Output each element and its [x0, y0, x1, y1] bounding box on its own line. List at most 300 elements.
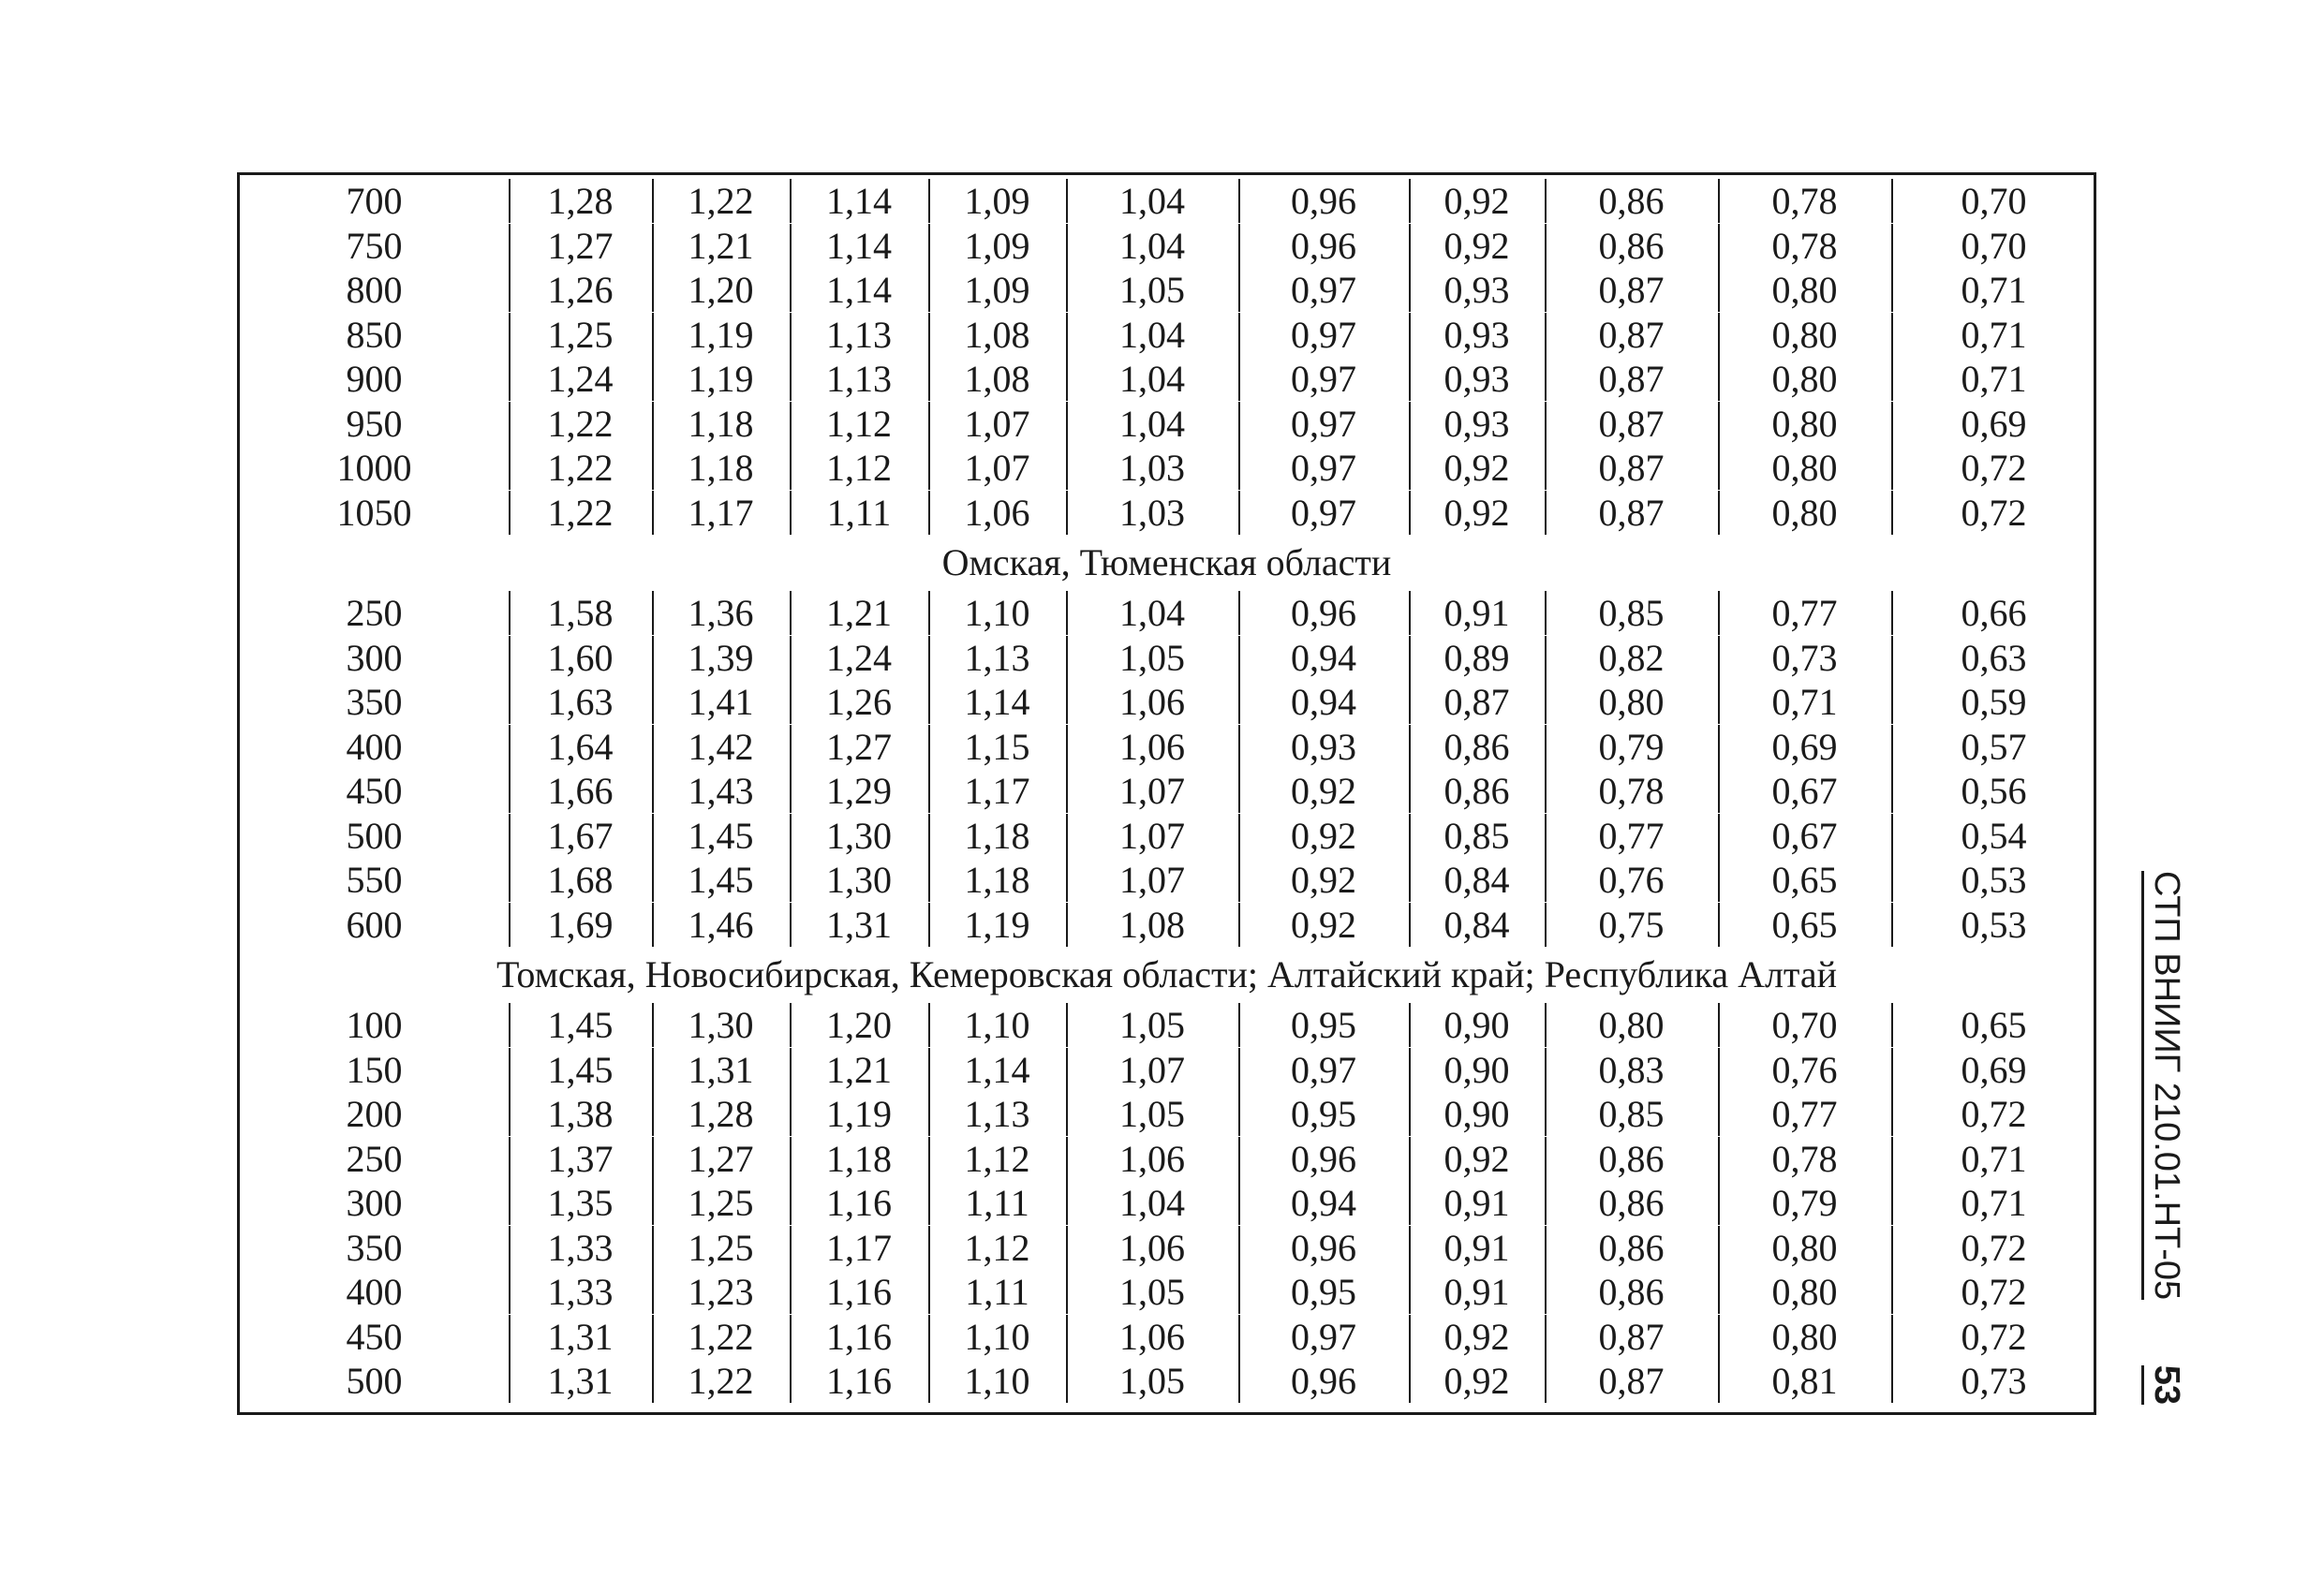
table-cell: 0,86	[1545, 1137, 1718, 1181]
table-cell: 0,80	[1718, 357, 1891, 401]
table-cell: 0,87	[1545, 313, 1718, 357]
table-cell: 1,14	[790, 179, 928, 223]
table-cell: 0,72	[1891, 491, 2096, 535]
table-cell: 1,12	[790, 402, 928, 446]
table-cell: 1,04	[1066, 402, 1238, 446]
table-cell: 0,92	[1238, 814, 1409, 858]
row-header-cell: 500	[346, 1360, 403, 1402]
table-cell: 1,07	[1066, 814, 1238, 858]
table-row	[240, 858, 2094, 902]
table-cell: 1,07	[928, 446, 1066, 490]
table-row	[240, 357, 2094, 401]
data-table	[237, 172, 2096, 1415]
table-cell: 1,26	[509, 268, 652, 312]
table-cell: 1,28	[509, 179, 652, 223]
table-row	[240, 179, 2094, 223]
table-cell: 1,46	[652, 903, 790, 947]
row-header-cell: 1000	[336, 447, 412, 489]
table-cell: 0,76	[1718, 1048, 1891, 1092]
table-cell: 0,77	[1545, 814, 1718, 858]
table-cell: 0,95	[1238, 1092, 1409, 1136]
table-row	[240, 1181, 2094, 1225]
table-cell: 1,11	[928, 1181, 1066, 1225]
table-cell: 1,04	[1066, 179, 1238, 223]
row-header-cell: 550	[346, 859, 403, 901]
table-cell: 1,12	[790, 446, 928, 490]
section-title: Омская, Тюменская области	[941, 541, 1392, 583]
table-cell: 0,65	[1718, 858, 1891, 902]
table-cell: 0,73	[1718, 636, 1891, 680]
table-cell: 0,80	[1718, 402, 1891, 446]
table-cell: 0,94	[1238, 680, 1409, 724]
table-cell: 1,22	[509, 402, 652, 446]
table-cell: 0,97	[1238, 313, 1409, 357]
table-row	[240, 680, 2094, 724]
table-cell: 0,77	[1718, 1092, 1891, 1136]
table-cell: 0,93	[1409, 268, 1545, 312]
row-header-cell: 250	[346, 592, 403, 634]
table-cell: 0,95	[1238, 1270, 1409, 1314]
table-cell: 1,11	[790, 491, 928, 535]
table-cell: 1,04	[1066, 224, 1238, 268]
row-header-cell: 100	[346, 1004, 403, 1046]
row-header-cell: 850	[346, 313, 403, 356]
table-cell: 1,09	[928, 224, 1066, 268]
table-cell: 1,36	[652, 591, 790, 635]
table-cell: 1,45	[652, 858, 790, 902]
table-cell: 0,72	[1891, 1092, 2096, 1136]
table-cell: 0,71	[1891, 268, 2096, 312]
table-cell: 0,87	[1409, 680, 1545, 724]
table-cell: 0,84	[1409, 903, 1545, 947]
document-code: СТП ВНИИГ 210.01.НТ-05	[2141, 871, 2187, 1300]
table-cell: 0,96	[1238, 591, 1409, 635]
table-cell: 1,13	[790, 357, 928, 401]
table-cell: 0,86	[1409, 725, 1545, 769]
table-cell: 1,20	[790, 1003, 928, 1047]
table-cell: 1,05	[1066, 268, 1238, 312]
row-header-cell: 700	[346, 180, 403, 222]
table-cell: 0,94	[1238, 1181, 1409, 1225]
table-cell: 0,86	[1409, 769, 1545, 813]
row-header-cell: 1050	[336, 491, 412, 534]
table-cell: 0,71	[1891, 1137, 2096, 1181]
table-cell: 1,12	[928, 1137, 1066, 1181]
table-cell: 0,56	[1891, 769, 2096, 813]
table-cell: 1,13	[790, 313, 928, 357]
table-cell: 1,09	[928, 268, 1066, 312]
table-cell: 1,07	[1066, 858, 1238, 902]
table-row	[240, 1315, 2094, 1359]
table-cell: 0,91	[1409, 1226, 1545, 1270]
table-cell: 1,68	[509, 858, 652, 902]
row-header-cell: 450	[346, 770, 403, 812]
table-cell: 1,14	[928, 680, 1066, 724]
table-row	[240, 313, 2094, 357]
table-row	[240, 1359, 2094, 1403]
table-cell: 1,10	[928, 1359, 1066, 1403]
table-row	[240, 725, 2094, 769]
table-cell: 0,86	[1545, 224, 1718, 268]
table-cell: 0,79	[1718, 1181, 1891, 1225]
table-cell: 0,97	[1238, 1315, 1409, 1359]
table-cell: 0,93	[1409, 313, 1545, 357]
table-cell: 0,80	[1718, 446, 1891, 490]
table-cell: 0,96	[1238, 1137, 1409, 1181]
table-cell: 0,72	[1891, 1315, 2096, 1359]
table-cell: 1,30	[652, 1003, 790, 1047]
table-cell: 1,10	[928, 1315, 1066, 1359]
table-row	[240, 636, 2094, 680]
table-cell: 0,86	[1545, 179, 1718, 223]
table-cell: 1,28	[652, 1092, 790, 1136]
table-row	[240, 814, 2094, 858]
table-cell: 1,27	[790, 725, 928, 769]
table-cell: 1,26	[790, 680, 928, 724]
table-cell: 1,10	[928, 591, 1066, 635]
table-cell: 0,97	[1238, 446, 1409, 490]
table-cell: 0,87	[1545, 491, 1718, 535]
table-cell: 1,18	[790, 1137, 928, 1181]
table-cell: 0,83	[1545, 1048, 1718, 1092]
table-cell: 0,91	[1409, 1270, 1545, 1314]
row-header-cell: 300	[346, 636, 403, 679]
table-cell: 1,07	[1066, 1048, 1238, 1092]
table-cell: 0,69	[1718, 725, 1891, 769]
table-cell: 1,05	[1066, 1270, 1238, 1314]
table-cell: 1,04	[1066, 1181, 1238, 1225]
table-cell: 0,86	[1545, 1270, 1718, 1314]
table-cell: 1,69	[509, 903, 652, 947]
table-cell: 1,43	[652, 769, 790, 813]
table-cell: 1,09	[928, 179, 1066, 223]
table-cell: 1,45	[509, 1048, 652, 1092]
table-row	[240, 402, 2094, 446]
table-cell: 1,29	[790, 769, 928, 813]
table-row	[240, 446, 2094, 490]
table-cell: 0,97	[1238, 357, 1409, 401]
table-cell: 0,92	[1409, 1359, 1545, 1403]
table-cell: 0,86	[1545, 1226, 1718, 1270]
table-cell: 0,80	[1718, 1226, 1891, 1270]
table-row	[240, 1092, 2094, 1136]
table-cell: 0,80	[1718, 268, 1891, 312]
table-cell: 0,67	[1718, 814, 1891, 858]
row-header-cell: 400	[346, 725, 403, 768]
table-cell: 1,31	[790, 903, 928, 947]
table-cell: 0,70	[1891, 224, 2096, 268]
table-cell: 1,05	[1066, 1359, 1238, 1403]
table-cell: 0,82	[1545, 636, 1718, 680]
table-cell: 0,96	[1238, 224, 1409, 268]
table-cell: 0,84	[1409, 858, 1545, 902]
table-cell: 1,45	[652, 814, 790, 858]
row-header-cell: 150	[346, 1048, 403, 1091]
table-cell: 0,91	[1409, 1181, 1545, 1225]
table-cell: 0,92	[1238, 903, 1409, 947]
table-cell: 1,39	[652, 636, 790, 680]
table-cell: 0,87	[1545, 446, 1718, 490]
table-cell: 0,80	[1718, 491, 1891, 535]
table-cell: 1,16	[790, 1270, 928, 1314]
table-cell: 1,22	[652, 179, 790, 223]
table-cell: 0,85	[1545, 1092, 1718, 1136]
table-cell: 0,87	[1545, 268, 1718, 312]
table-cell: 1,15	[928, 725, 1066, 769]
table-cell: 1,08	[1066, 903, 1238, 947]
section-title: Томская, Новосибирская, Кемеровская области; Алтайский край; Республика Алтай	[496, 953, 1838, 995]
row-header-cell: 500	[346, 814, 403, 857]
table-cell: 1,30	[790, 814, 928, 858]
table-cell: 1,64	[509, 725, 652, 769]
table-cell: 0,87	[1545, 357, 1718, 401]
table-cell: 0,80	[1718, 313, 1891, 357]
table-cell: 0,92	[1238, 769, 1409, 813]
table-cell: 0,72	[1891, 1270, 2096, 1314]
table-cell: 0,76	[1545, 858, 1718, 902]
table-cell: 1,18	[928, 858, 1066, 902]
table-cell: 1,20	[652, 268, 790, 312]
table-cell: 1,17	[652, 491, 790, 535]
row-header-cell: 250	[346, 1137, 403, 1180]
table-cell: 1,63	[509, 680, 652, 724]
table-cell: 0,69	[1891, 402, 2096, 446]
table-cell: 1,04	[1066, 591, 1238, 635]
table-cell: 0,79	[1545, 725, 1718, 769]
row-header-cell: 950	[346, 402, 403, 445]
table-cell: 1,19	[928, 903, 1066, 947]
table-cell: 0,80	[1718, 1315, 1891, 1359]
table-cell: 0,92	[1409, 491, 1545, 535]
table-cell: 1,05	[1066, 636, 1238, 680]
table-cell: 1,16	[790, 1181, 928, 1225]
table-cell: 0,97	[1238, 268, 1409, 312]
table-cell: 0,87	[1545, 1359, 1718, 1403]
table-cell: 0,53	[1891, 858, 2096, 902]
table-cell: 0,71	[1891, 1181, 2096, 1225]
table-cell: 1,06	[1066, 680, 1238, 724]
row-header-cell: 600	[346, 903, 403, 946]
table-cell: 1,18	[652, 402, 790, 446]
table-row	[240, 224, 2094, 268]
table-cell: 1,16	[790, 1315, 928, 1359]
page-number: 53	[2141, 1365, 2187, 1405]
table-cell: 0,97	[1238, 1048, 1409, 1092]
table-cell: 0,92	[1409, 179, 1545, 223]
table-cell: 1,04	[1066, 313, 1238, 357]
table-cell: 1,21	[790, 1048, 928, 1092]
table-cell: 0,70	[1718, 1003, 1891, 1047]
table-row	[240, 903, 2094, 947]
table-cell: 1,06	[1066, 1226, 1238, 1270]
table-cell: 1,27	[509, 224, 652, 268]
table-cell: 1,17	[790, 1226, 928, 1270]
table-cell: 0,86	[1545, 1181, 1718, 1225]
table-cell: 0,96	[1238, 179, 1409, 223]
table-cell: 0,94	[1238, 636, 1409, 680]
table-cell: 1,24	[509, 357, 652, 401]
table-cell: 1,21	[652, 224, 790, 268]
table-cell: 1,45	[509, 1003, 652, 1047]
table-cell: 0,97	[1238, 491, 1409, 535]
table-cell: 1,22	[509, 446, 652, 490]
table-cell: 0,54	[1891, 814, 2096, 858]
row-header-cell: 300	[346, 1182, 403, 1224]
table-cell: 0,78	[1718, 224, 1891, 268]
table-row	[240, 491, 2094, 535]
table-cell: 0,92	[1409, 224, 1545, 268]
table-cell: 1,13	[928, 1092, 1066, 1136]
table-cell: 0,69	[1891, 1048, 2096, 1092]
table-cell: 1,05	[1066, 1092, 1238, 1136]
table-cell: 1,06	[1066, 1137, 1238, 1181]
table-cell: 1,06	[928, 491, 1066, 535]
table-cell: 1,33	[509, 1226, 652, 1270]
table-cell: 0,75	[1545, 903, 1718, 947]
table-cell: 1,31	[509, 1315, 652, 1359]
table-cell: 0,90	[1409, 1003, 1545, 1047]
table-cell: 0,80	[1718, 1270, 1891, 1314]
table-cell: 1,22	[652, 1315, 790, 1359]
table-cell: 1,31	[652, 1048, 790, 1092]
table-cell: 1,04	[1066, 357, 1238, 401]
table-cell: 0,73	[1891, 1359, 2096, 1403]
table-cell: 1,38	[509, 1092, 652, 1136]
table-cell: 0,66	[1891, 591, 2096, 635]
table-cell: 1,18	[928, 814, 1066, 858]
table-cell: 0,81	[1718, 1359, 1891, 1403]
row-header-cell: 400	[346, 1271, 403, 1313]
table-row	[240, 1270, 2094, 1314]
table-cell: 0,80	[1545, 1003, 1718, 1047]
table-cell: 1,11	[928, 1270, 1066, 1314]
table-cell: 1,58	[509, 591, 652, 635]
table-cell: 1,25	[652, 1226, 790, 1270]
table-cell: 0,72	[1891, 446, 2096, 490]
table-cell: 1,35	[509, 1181, 652, 1225]
table-cell: 0,92	[1409, 446, 1545, 490]
table-cell: 1,07	[928, 402, 1066, 446]
table-cell: 1,66	[509, 769, 652, 813]
table-cell: 1,30	[790, 858, 928, 902]
document-side-label	[2131, 871, 2187, 1405]
table-row	[240, 1137, 2094, 1181]
row-header-cell: 450	[346, 1315, 403, 1358]
table-cell: 1,42	[652, 725, 790, 769]
table-cell: 0,92	[1238, 858, 1409, 902]
table-row	[240, 591, 2094, 635]
table-cell: 0,59	[1891, 680, 2096, 724]
table-row	[240, 268, 2094, 312]
table-cell: 1,06	[1066, 725, 1238, 769]
table-cell: 1,27	[652, 1137, 790, 1181]
table-row	[240, 1048, 2094, 1092]
table-cell: 0,87	[1545, 402, 1718, 446]
table-cell: 0,91	[1409, 591, 1545, 635]
table-cell: 0,87	[1545, 1315, 1718, 1359]
table-row	[240, 769, 2094, 813]
table-cell: 1,17	[928, 769, 1066, 813]
table-cell: 0,77	[1718, 591, 1891, 635]
table-cell: 1,16	[790, 1359, 928, 1403]
table-cell: 0,78	[1545, 769, 1718, 813]
table-cell: 1,24	[790, 636, 928, 680]
table-cell: 1,33	[509, 1270, 652, 1314]
table-cell: 0,78	[1718, 1137, 1891, 1181]
table-row	[240, 1003, 2094, 1047]
table-cell: 0,96	[1238, 1226, 1409, 1270]
row-header-cell: 750	[346, 224, 403, 267]
table-cell: 1,03	[1066, 491, 1238, 535]
table-cell: 1,13	[928, 636, 1066, 680]
table-cell: 1,41	[652, 680, 790, 724]
table-cell: 1,19	[652, 357, 790, 401]
table-cell: 0,65	[1891, 1003, 2096, 1047]
table-cell: 1,05	[1066, 1003, 1238, 1047]
table-cell: 0,93	[1409, 357, 1545, 401]
table-cell: 0,90	[1409, 1092, 1545, 1136]
table-cell: 0,92	[1409, 1137, 1545, 1181]
table-cell: 0,63	[1891, 636, 2096, 680]
table-cell: 0,93	[1409, 402, 1545, 446]
table-cell: 0,70	[1891, 179, 2096, 223]
row-header-cell: 800	[346, 269, 403, 311]
table-cell: 0,92	[1409, 1315, 1545, 1359]
table-cell: 1,07	[1066, 769, 1238, 813]
table-cell: 1,21	[790, 591, 928, 635]
table-cell: 1,37	[509, 1137, 652, 1181]
table-cell: 1,22	[652, 1359, 790, 1403]
row-header-cell: 350	[346, 1226, 403, 1269]
table-cell: 1,19	[790, 1092, 928, 1136]
table-cell: 1,22	[509, 491, 652, 535]
table-cell: 0,90	[1409, 1048, 1545, 1092]
table-cell: 0,89	[1409, 636, 1545, 680]
table-cell: 0,97	[1238, 402, 1409, 446]
row-header-cell: 200	[346, 1093, 403, 1135]
table-cell: 1,14	[790, 224, 928, 268]
table-cell: 0,85	[1409, 814, 1545, 858]
table-cell: 0,53	[1891, 903, 2096, 947]
table-cell: 1,06	[1066, 1315, 1238, 1359]
table-cell: 1,12	[928, 1226, 1066, 1270]
table-cell: 1,25	[509, 313, 652, 357]
table-cell: 0,71	[1718, 680, 1891, 724]
table-cell: 1,60	[509, 636, 652, 680]
table-row	[240, 1226, 2094, 1270]
table-cell: 0,57	[1891, 725, 2096, 769]
table-cell: 0,71	[1891, 313, 2096, 357]
table-cell: 1,23	[652, 1270, 790, 1314]
table-cell: 0,95	[1238, 1003, 1409, 1047]
table-cell: 1,14	[928, 1048, 1066, 1092]
table-cell: 1,14	[790, 268, 928, 312]
table-cell: 0,72	[1891, 1226, 2096, 1270]
table-cell: 0,71	[1891, 357, 2096, 401]
table-cell: 1,25	[652, 1181, 790, 1225]
table-cell: 0,67	[1718, 769, 1891, 813]
table-cell: 1,18	[652, 446, 790, 490]
table-cell: 0,85	[1545, 591, 1718, 635]
table-cell: 1,08	[928, 357, 1066, 401]
table-cell: 1,67	[509, 814, 652, 858]
table-cell: 0,80	[1545, 680, 1718, 724]
table-cell: 0,96	[1238, 1359, 1409, 1403]
table-cell: 1,19	[652, 313, 790, 357]
table-cell: 1,31	[509, 1359, 652, 1403]
table-cell: 1,08	[928, 313, 1066, 357]
table-cell: 0,65	[1718, 903, 1891, 947]
